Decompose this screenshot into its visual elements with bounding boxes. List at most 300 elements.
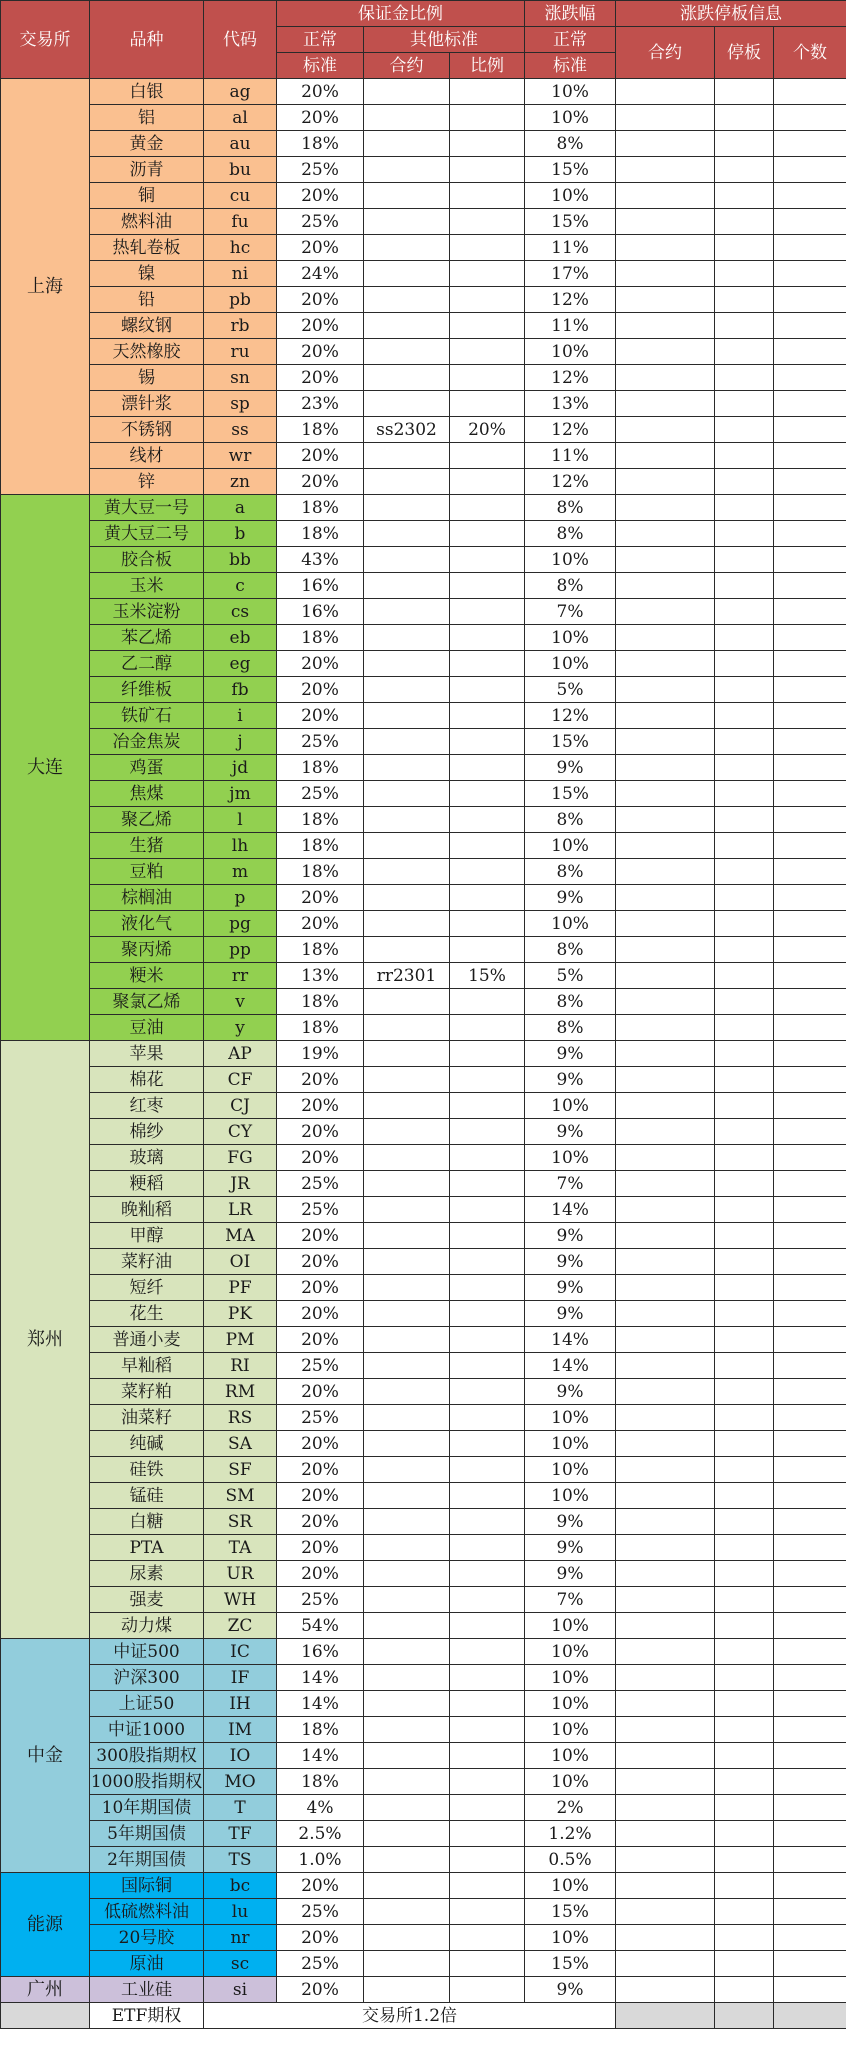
limit-normal: 15% [525, 1899, 616, 1925]
margin-normal: 14% [277, 1665, 364, 1691]
margin-other-ratio [450, 1119, 525, 1145]
margin-other-contract [364, 807, 450, 833]
limit-info-count [774, 1821, 846, 1847]
limit-normal: 14% [525, 1353, 616, 1379]
limit-info-contract [616, 807, 715, 833]
limit-info-board [715, 1041, 774, 1067]
margin-other-ratio [450, 365, 525, 391]
limit-normal: 12% [525, 703, 616, 729]
margin-other-contract [364, 1873, 450, 1899]
product-name: 尿素 [90, 1561, 204, 1587]
table-row [1, 1509, 846, 1535]
margin-other-ratio [450, 79, 525, 105]
product-name: 粳米 [90, 963, 204, 989]
limit-info-count [774, 1665, 846, 1691]
margin-other-contract [364, 131, 450, 157]
header-code: 代码 [204, 1, 277, 79]
table-row [1, 1665, 846, 1691]
limit-normal: 10% [525, 1873, 616, 1899]
limit-info-contract [616, 1535, 715, 1561]
margin-other-ratio [450, 807, 525, 833]
margin-normal: 20% [277, 1483, 364, 1509]
limit-info-count [774, 1457, 846, 1483]
margin-other-contract [364, 1769, 450, 1795]
limit-info-count [774, 157, 846, 183]
margin-normal: 20% [277, 1327, 364, 1353]
margin-other-contract [364, 1561, 450, 1587]
margin-normal: 25% [277, 1353, 364, 1379]
limit-info-count [774, 911, 846, 937]
product-name: 中证500 [90, 1639, 204, 1665]
limit-info-count [774, 1275, 846, 1301]
table-row [1, 1847, 846, 1873]
limit-info-count [774, 1041, 846, 1067]
product-name: 棕榈油 [90, 885, 204, 911]
limit-info-count [774, 417, 846, 443]
margin-other-ratio [450, 1873, 525, 1899]
limit-info-contract [616, 1145, 715, 1171]
margin-other-contract [364, 1795, 450, 1821]
product-name: 螺纹钢 [90, 313, 204, 339]
product-name: 鸡蛋 [90, 755, 204, 781]
margin-normal: 20% [277, 469, 364, 495]
product-name: 玻璃 [90, 1145, 204, 1171]
margin-other-contract [364, 703, 450, 729]
product-code: au [204, 131, 277, 157]
margin-normal: 18% [277, 989, 364, 1015]
header-info-limit-board: 停板 [715, 27, 774, 79]
margin-normal: 23% [277, 391, 364, 417]
limit-info-board [715, 1561, 774, 1587]
limit-info-count [774, 1223, 846, 1249]
margin-normal: 20% [277, 1431, 364, 1457]
margin-other-ratio [450, 1977, 525, 2003]
product-name: 不锈钢 [90, 417, 204, 443]
product-code: OI [204, 1249, 277, 1275]
margin-other-contract [364, 1847, 450, 1873]
limit-info-contract [616, 1743, 715, 1769]
limit-info-board [715, 755, 774, 781]
table-footer [1, 2003, 846, 2029]
margin-normal: 25% [277, 1171, 364, 1197]
limit-info-board [715, 807, 774, 833]
margin-other-ratio [450, 885, 525, 911]
limit-info-contract [616, 339, 715, 365]
limit-info-contract [616, 937, 715, 963]
limit-normal: 9% [525, 1535, 616, 1561]
table-row [1, 807, 846, 833]
margin-other-ratio [450, 911, 525, 937]
product-name: 硅铁 [90, 1457, 204, 1483]
limit-info-board [715, 1275, 774, 1301]
margin-normal: 20% [277, 1145, 364, 1171]
product-name: 黄大豆二号 [90, 521, 204, 547]
limit-info-board [715, 911, 774, 937]
margin-normal: 20% [277, 1275, 364, 1301]
product-code: CF [204, 1067, 277, 1093]
limit-info-board [715, 1197, 774, 1223]
limit-info-contract [616, 1275, 715, 1301]
margin-normal: 25% [277, 1587, 364, 1613]
product-name: 线材 [90, 443, 204, 469]
limit-info-board [715, 1847, 774, 1873]
limit-info-board [715, 1587, 774, 1613]
margin-other-contract [364, 1483, 450, 1509]
margin-other-contract [364, 911, 450, 937]
margin-normal: 20% [277, 1457, 364, 1483]
product-code: IM [204, 1717, 277, 1743]
table-row [1, 1821, 846, 1847]
limit-info-board [715, 1379, 774, 1405]
product-name: 工业硅 [90, 1977, 204, 2003]
margin-other-ratio [450, 1301, 525, 1327]
limit-info-contract [616, 1587, 715, 1613]
margin-normal: 20% [277, 1509, 364, 1535]
limit-info-contract [616, 1847, 715, 1873]
product-code: wr [204, 443, 277, 469]
limit-normal: 14% [525, 1327, 616, 1353]
margin-other-contract [364, 339, 450, 365]
margin-normal: 18% [277, 755, 364, 781]
limit-info-board [715, 1353, 774, 1379]
margin-other-ratio [450, 547, 525, 573]
limit-info-contract [616, 1171, 715, 1197]
table-row [1, 599, 846, 625]
margin-normal: 18% [277, 1015, 364, 1041]
limit-info-contract [616, 1561, 715, 1587]
table-row [1, 1431, 846, 1457]
limit-info-board [715, 1327, 774, 1353]
limit-info-contract [616, 391, 715, 417]
margin-other-contract [364, 1249, 450, 1275]
limit-info-count [774, 1613, 846, 1639]
limit-info-count [774, 1847, 846, 1873]
table-row [1, 1535, 846, 1561]
margin-other-ratio [450, 1925, 525, 1951]
limit-info-contract [616, 1951, 715, 1977]
limit-info-contract [616, 235, 715, 261]
product-code: fb [204, 677, 277, 703]
product-code: zn [204, 469, 277, 495]
limit-info-contract [616, 885, 715, 911]
product-name: 国际铜 [90, 1873, 204, 1899]
margin-other-ratio [450, 703, 525, 729]
product-name: 热轧卷板 [90, 235, 204, 261]
header-info-contract: 合约 [616, 27, 715, 79]
limit-info-count [774, 989, 846, 1015]
limit-info-board [715, 261, 774, 287]
product-code: l [204, 807, 277, 833]
product-code: lu [204, 1899, 277, 1925]
margin-normal: 14% [277, 1691, 364, 1717]
limit-info-count [774, 1301, 846, 1327]
product-code: jm [204, 781, 277, 807]
product-name: 粳稻 [90, 1171, 204, 1197]
limit-info-count [774, 755, 846, 781]
limit-info-contract [616, 1457, 715, 1483]
table-row [1, 1119, 846, 1145]
limit-info-contract [616, 963, 715, 989]
margin-other-contract [364, 1951, 450, 1977]
margin-other-ratio [450, 1327, 525, 1353]
margin-other-contract [364, 1899, 450, 1925]
limit-info-board [715, 1015, 774, 1041]
product-name: 胶合板 [90, 547, 204, 573]
table-row [1, 1977, 846, 2003]
product-code: bu [204, 157, 277, 183]
product-code: j [204, 729, 277, 755]
limit-normal: 9% [525, 1561, 616, 1587]
table-row [1, 235, 846, 261]
limit-info-contract [616, 1509, 715, 1535]
limit-normal: 10% [525, 911, 616, 937]
limit-info-contract [616, 287, 715, 313]
margin-normal: 18% [277, 937, 364, 963]
limit-info-count [774, 287, 846, 313]
limit-info-contract [616, 157, 715, 183]
margin-normal: 18% [277, 495, 364, 521]
limit-info-count [774, 1379, 846, 1405]
limit-info-contract [616, 1067, 715, 1093]
product-code: ru [204, 339, 277, 365]
limit-info-count [774, 859, 846, 885]
margin-other-ratio [450, 157, 525, 183]
margin-normal: 20% [277, 287, 364, 313]
product-name: 锡 [90, 365, 204, 391]
margin-other-contract [364, 1041, 450, 1067]
limit-info-count [774, 1691, 846, 1717]
limit-info-board [715, 157, 774, 183]
table-row [1, 313, 846, 339]
margin-normal: 14% [277, 1743, 364, 1769]
product-code: TS [204, 1847, 277, 1873]
limit-info-board [715, 1639, 774, 1665]
limit-info-contract [616, 1379, 715, 1405]
margin-normal: 20% [277, 911, 364, 937]
limit-info-board [715, 885, 774, 911]
product-name: 玉米 [90, 573, 204, 599]
product-name: 早籼稻 [90, 1353, 204, 1379]
limit-info-board [715, 781, 774, 807]
product-name: 菜籽油 [90, 1249, 204, 1275]
limit-info-board [715, 1821, 774, 1847]
limit-info-contract [616, 495, 715, 521]
table-row [1, 885, 846, 911]
table-row [1, 339, 846, 365]
limit-info-board [715, 729, 774, 755]
table-row [1, 547, 846, 573]
margin-other-ratio [450, 573, 525, 599]
margin-other-ratio [450, 1457, 525, 1483]
margin-normal: 18% [277, 417, 364, 443]
header-limit-info-group: 涨跌停板信息 [616, 1, 846, 27]
limit-normal: 10% [525, 833, 616, 859]
limit-normal: 9% [525, 755, 616, 781]
limit-info-board [715, 495, 774, 521]
limit-info-contract [616, 131, 715, 157]
limit-info-count [774, 833, 846, 859]
limit-normal: 9% [525, 1379, 616, 1405]
margin-other-contract [364, 469, 450, 495]
margin-other-contract [364, 1171, 450, 1197]
header-margin-other-ratio: 比例 [450, 53, 525, 79]
margin-normal: 25% [277, 157, 364, 183]
product-name: 甲醇 [90, 1223, 204, 1249]
product-code: sp [204, 391, 277, 417]
product-name: 聚氯乙烯 [90, 989, 204, 1015]
margin-other-ratio [450, 1015, 525, 1041]
limit-info-contract [616, 859, 715, 885]
limit-info-count [774, 183, 846, 209]
table-row [1, 1171, 846, 1197]
margin-other-contract [364, 1977, 450, 2003]
margin-other-contract [364, 1275, 450, 1301]
product-name: 2年期国债 [90, 1847, 204, 1873]
product-code: hc [204, 235, 277, 261]
product-code: MO [204, 1769, 277, 1795]
margin-other-ratio [450, 1041, 525, 1067]
limit-normal: 12% [525, 287, 616, 313]
margin-normal: 20% [277, 1977, 364, 2003]
product-name: 10年期国债 [90, 1795, 204, 1821]
table-row [1, 209, 846, 235]
limit-info-board [715, 79, 774, 105]
limit-info-contract [616, 1405, 715, 1431]
table-row [1, 625, 846, 651]
margin-other-contract [364, 521, 450, 547]
product-name: 漂针浆 [90, 391, 204, 417]
limit-normal: 9% [525, 1275, 616, 1301]
limit-normal: 10% [525, 79, 616, 105]
margin-normal: 43% [277, 547, 364, 573]
header-limit-normal-bottom: 标准 [525, 53, 616, 79]
limit-normal: 9% [525, 1067, 616, 1093]
limit-info-board [715, 1691, 774, 1717]
table-row [1, 521, 846, 547]
limit-normal: 8% [525, 573, 616, 599]
limit-info-board [715, 1483, 774, 1509]
limit-normal: 13% [525, 391, 616, 417]
product-name: 天然橡胶 [90, 339, 204, 365]
limit-info-count [774, 1015, 846, 1041]
margin-other-ratio [450, 625, 525, 651]
limit-info-contract [616, 105, 715, 131]
limit-info-count [774, 1145, 846, 1171]
margin-other-contract [364, 1925, 450, 1951]
limit-info-board [715, 209, 774, 235]
limit-normal: 2% [525, 1795, 616, 1821]
limit-normal: 7% [525, 599, 616, 625]
limit-normal: 8% [525, 807, 616, 833]
table-row [1, 105, 846, 131]
margin-normal: 16% [277, 599, 364, 625]
product-code: v [204, 989, 277, 1015]
limit-info-count [774, 1119, 846, 1145]
limit-normal: 10% [525, 1431, 616, 1457]
header-margin-other: 其他标准 [364, 27, 525, 53]
margin-other-ratio [450, 989, 525, 1015]
margin-other-contract [364, 1821, 450, 1847]
header-limit-group: 涨跌幅 [525, 1, 616, 27]
limit-info-contract [616, 911, 715, 937]
limit-info-board [715, 1613, 774, 1639]
margin-other-ratio [450, 1847, 525, 1873]
margin-normal: 25% [277, 1899, 364, 1925]
product-code: SR [204, 1509, 277, 1535]
margin-other-contract [364, 1015, 450, 1041]
table-row [1, 1405, 846, 1431]
margin-other-ratio [450, 1717, 525, 1743]
margin-other-ratio [450, 1405, 525, 1431]
limit-info-contract [616, 1613, 715, 1639]
table-row [1, 1873, 846, 1899]
table-row [1, 781, 846, 807]
footer-info-count [774, 2003, 846, 2029]
table-row [1, 495, 846, 521]
product-code: eb [204, 625, 277, 651]
table-row [1, 1717, 846, 1743]
limit-info-contract [616, 573, 715, 599]
limit-info-count [774, 1873, 846, 1899]
margin-other-contract [364, 79, 450, 105]
margin-normal: 19% [277, 1041, 364, 1067]
margin-other-contract [364, 1431, 450, 1457]
margin-other-ratio [450, 183, 525, 209]
limit-info-board [715, 1925, 774, 1951]
product-code: IO [204, 1743, 277, 1769]
limit-normal: 11% [525, 235, 616, 261]
limit-normal: 10% [525, 1769, 616, 1795]
product-code: IC [204, 1639, 277, 1665]
margin-other-contract [364, 105, 450, 131]
margin-normal: 20% [277, 1873, 364, 1899]
limit-normal: 17% [525, 261, 616, 287]
limit-normal: 9% [525, 1223, 616, 1249]
margin-other-contract [364, 1353, 450, 1379]
margin-other-ratio [450, 1093, 525, 1119]
limit-info-count [774, 365, 846, 391]
product-code: RS [204, 1405, 277, 1431]
product-name: 短纤 [90, 1275, 204, 1301]
margin-other-contract [364, 313, 450, 339]
product-code: rr [204, 963, 277, 989]
margin-other-contract [364, 1665, 450, 1691]
limit-info-contract [616, 1821, 715, 1847]
margin-other-contract [364, 1405, 450, 1431]
product-name: 菜籽粕 [90, 1379, 204, 1405]
margin-other-ratio [450, 313, 525, 339]
product-code: y [204, 1015, 277, 1041]
product-name: 原油 [90, 1951, 204, 1977]
limit-info-count [774, 1899, 846, 1925]
margin-other-ratio [450, 729, 525, 755]
margin-other-contract [364, 1509, 450, 1535]
margin-normal: 20% [277, 443, 364, 469]
footer-info-limit-board [715, 2003, 774, 2029]
margin-normal: 20% [277, 1093, 364, 1119]
product-name: 锰硅 [90, 1483, 204, 1509]
limit-info-count [774, 235, 846, 261]
limit-info-count [774, 469, 846, 495]
limit-info-count [774, 1197, 846, 1223]
margin-other-contract: ss2302 [364, 417, 450, 443]
limit-normal: 5% [525, 677, 616, 703]
margin-other-ratio [450, 1743, 525, 1769]
margin-other-ratio [450, 1067, 525, 1093]
product-code: eg [204, 651, 277, 677]
product-code: jd [204, 755, 277, 781]
margin-other-ratio [450, 443, 525, 469]
